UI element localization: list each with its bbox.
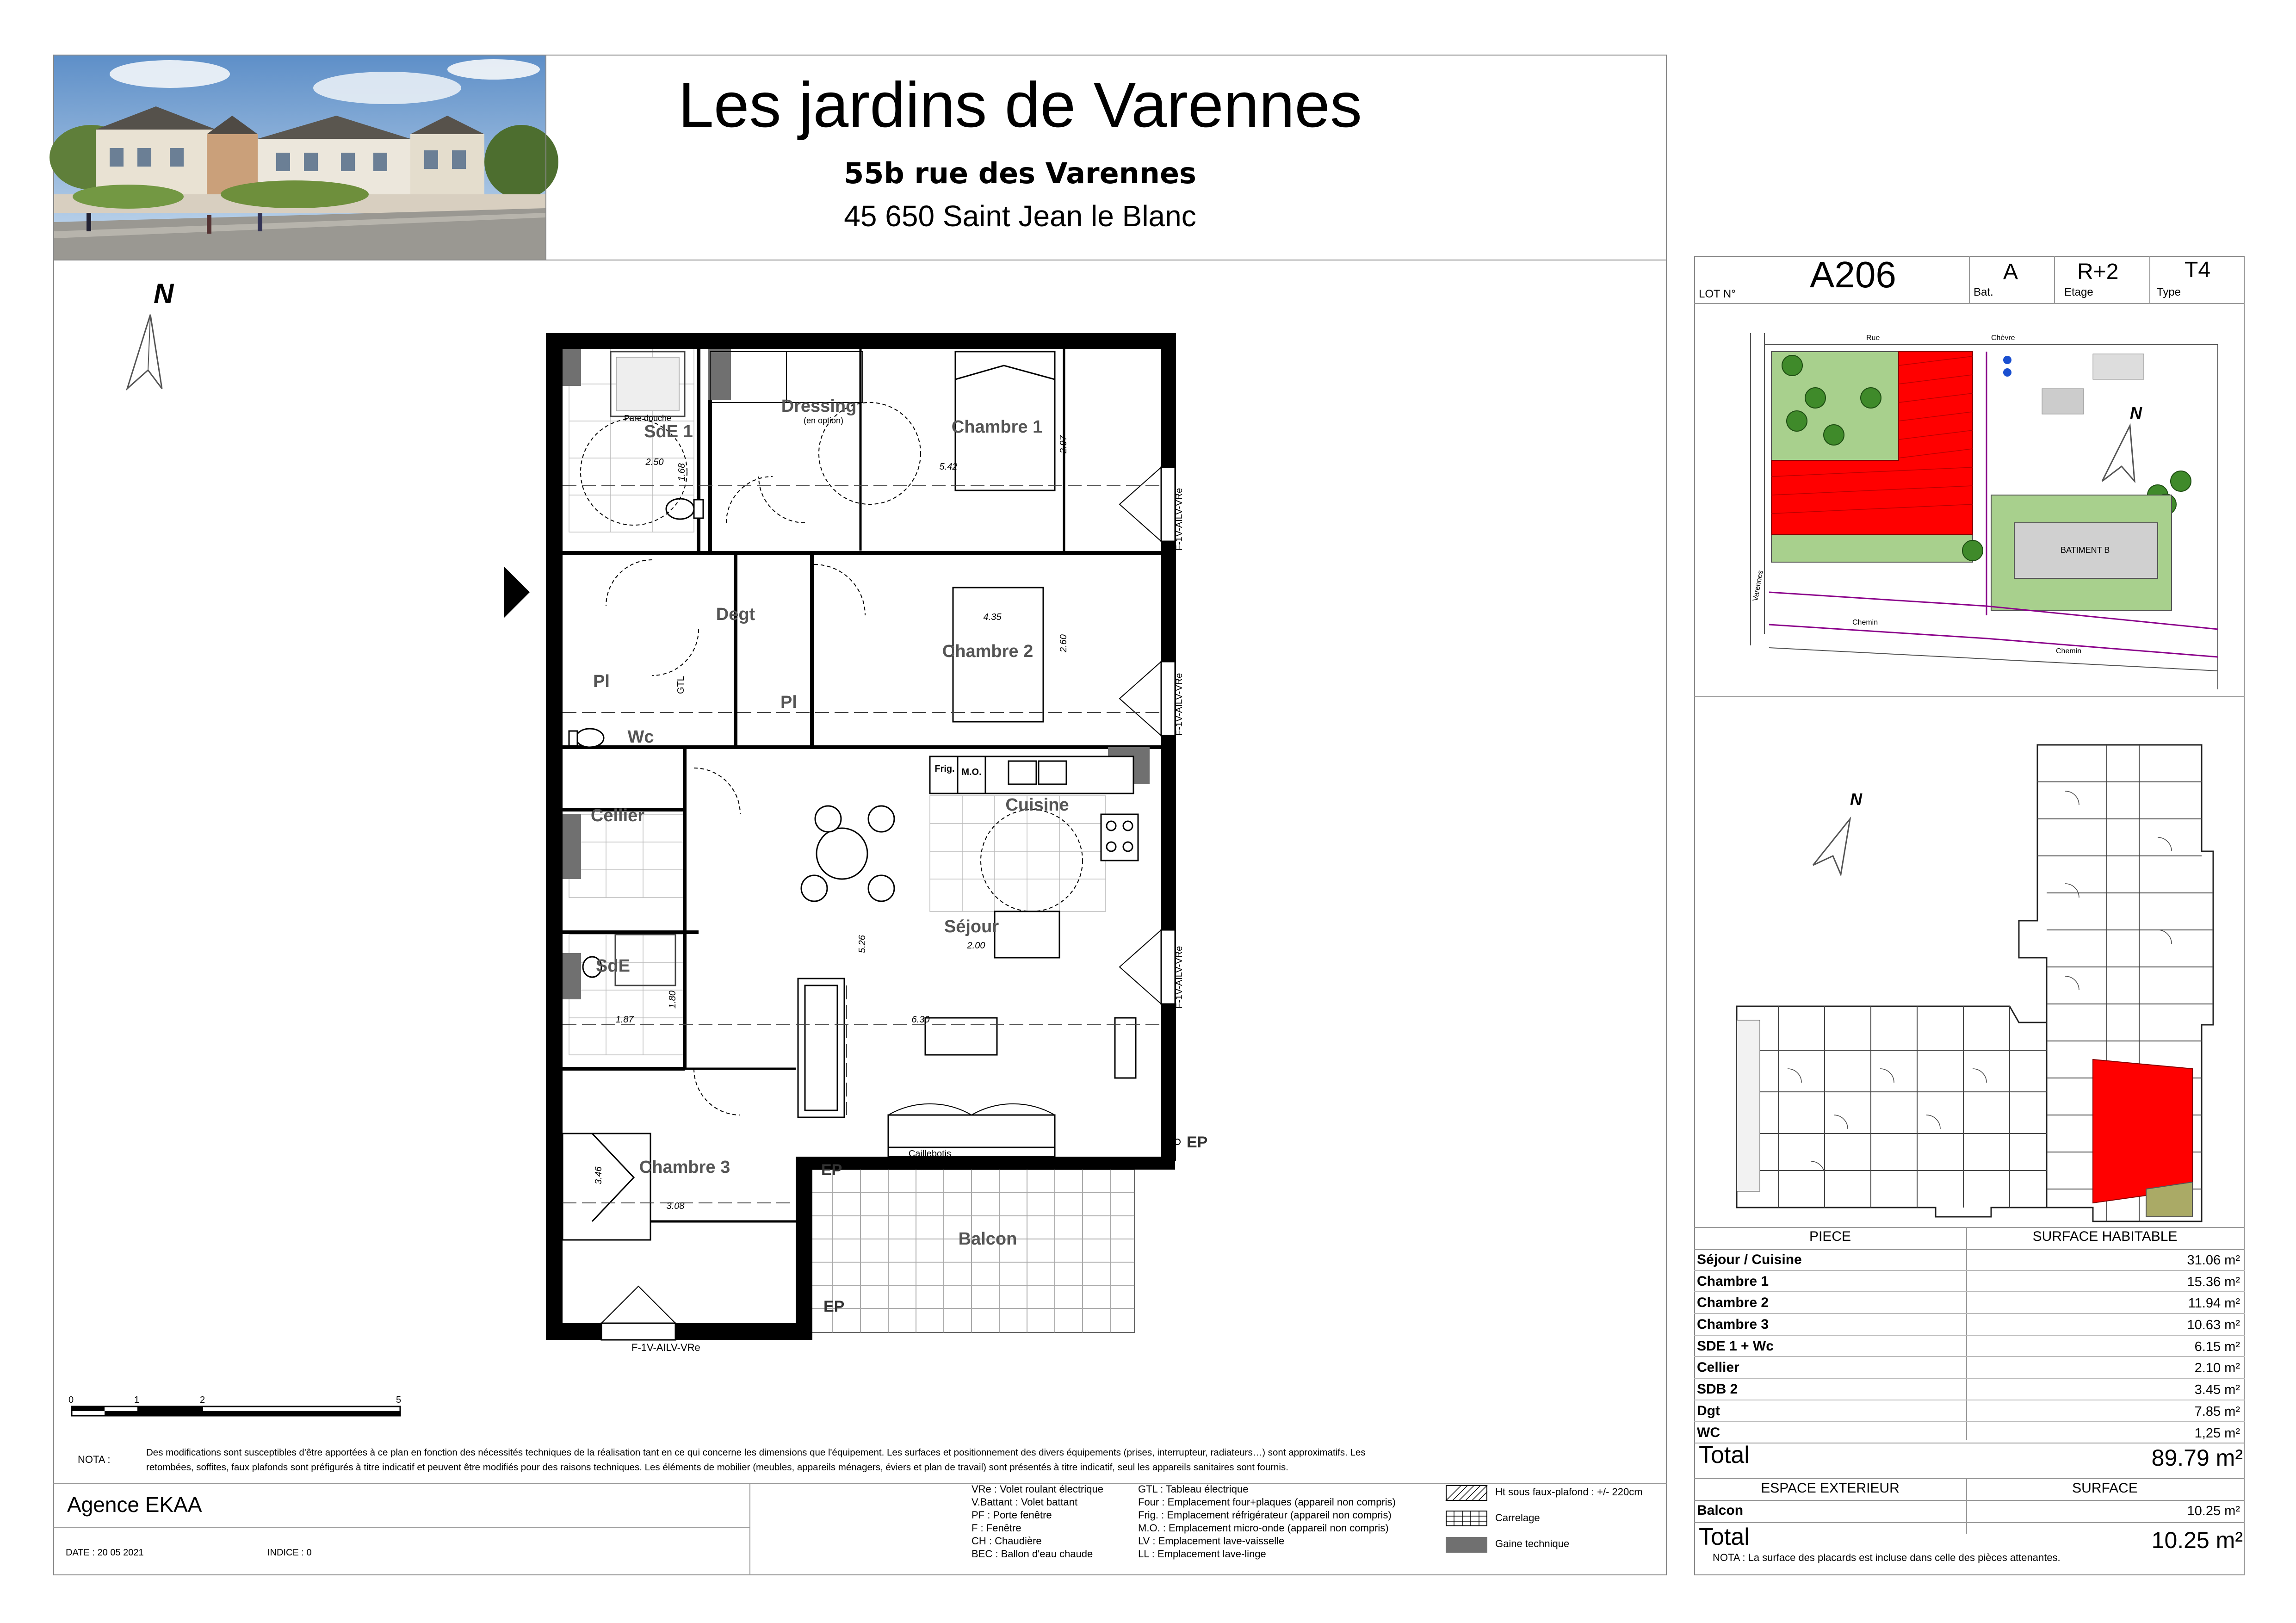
surface-row-value: 11.94 m²: [2188, 1296, 2240, 1311]
surface-total-label: Total: [1699, 1442, 1750, 1468]
legend-column-2: [1138, 1483, 1396, 1561]
surface-row-value: 3.45 m²: [2194, 1382, 2240, 1398]
lot-number-label: LOT N°: [1699, 288, 1736, 300]
window-code-pf: PF-2V-1 Fixe-VRe: [948, 1159, 1031, 1171]
dim-chambre2-width: 4.35: [983, 612, 1002, 622]
page-title: Les jardins de Varennes: [678, 69, 1362, 141]
surface-row-value: 2.10 m²: [2194, 1361, 2240, 1376]
surface-row: [1694, 1400, 2245, 1422]
lot-number: A206: [1810, 254, 1896, 295]
building-north-label: N: [1850, 790, 1862, 809]
indice-label: INDICE : 0: [267, 1548, 312, 1558]
mo-label: M.O.: [961, 767, 982, 777]
lot-etage: R+2: [2077, 260, 2119, 284]
legend-item: V.Battant : Volet battant: [972, 1496, 1078, 1508]
ext-row-value: 10.25 m²: [2187, 1504, 2240, 1518]
surface-table-top: [1694, 1227, 2245, 1228]
apartment-floor-plan: [546, 328, 1208, 1356]
dim-sde1-width: 2.50: [645, 457, 664, 467]
north-arrow-icon: [123, 315, 169, 398]
dim-chambre3-height: 3.46: [594, 1166, 604, 1184]
ext-total-value: 10.25 m²: [2151, 1527, 2243, 1553]
surface-row: [1694, 1314, 2245, 1336]
surface-row-name: SDE 1 + Wc: [1697, 1338, 1774, 1354]
pare-douche-label: Pare douche: [624, 414, 672, 423]
legend-item: PF : Porte fenêtre: [972, 1509, 1052, 1521]
surface-rows: [1694, 1249, 2245, 1443]
dim-sde2-width: 1.87: [615, 1015, 634, 1025]
dim-sejour-island: 2.00: [967, 941, 985, 951]
dressing-option-label: (en option): [803, 416, 844, 425]
surface-row: [1694, 1271, 2245, 1293]
legend-tile-swatch: [1446, 1511, 1487, 1526]
surface-row: [1694, 1357, 2245, 1379]
scale-tick-2: 2: [200, 1395, 205, 1405]
room-label-cuisine: Cuisine: [1005, 795, 1069, 815]
surface-row-name: Chambre 2: [1697, 1295, 1769, 1311]
surface-row-value: 10.63 m²: [2187, 1318, 2240, 1333]
agency-name: Agence EKAA: [67, 1493, 202, 1517]
ext-row-name: Balcon: [1697, 1503, 1744, 1518]
caillebotis-label: Caillebotis: [908, 1149, 952, 1159]
surface-row-name: Chambre 3: [1697, 1317, 1769, 1332]
surface-total-value: 89.79 m²: [2151, 1445, 2243, 1471]
address-line-1: 55b rue des Varennes: [844, 156, 1196, 190]
dim-chambre2-height: 2.60: [1058, 634, 1069, 652]
legend-item: LV : Emplacement lave-vaisselle: [1138, 1535, 1285, 1547]
surface-row: [1694, 1336, 2245, 1357]
ext-surface-header: SURFACE: [2072, 1481, 2138, 1496]
ext-total-label: Total: [1699, 1524, 1750, 1550]
legend-item: GTL : Tableau électrique: [1138, 1483, 1249, 1495]
surface-row-name: SDB 2: [1697, 1381, 1738, 1397]
legend-item: F : Fenêtre: [972, 1522, 1021, 1534]
room-label-pl2: Pl: [780, 693, 797, 712]
surface-row-value: 31.06 m²: [2187, 1253, 2240, 1268]
note-text-1: Des modifications sont susceptibles d'être apportées à ce plan en fonction des nécessités techniques de la réalisation tant en ce qui concerne les dimensions que l'équipement. Les surfaces et positionnement des divers équipements (prises, interrupteur, radiateurs…) sont approximatifs. Les: [146, 1447, 1366, 1458]
legend-item: Frig. : Emplacement réfrigérateur (appareil non compris): [1138, 1509, 1392, 1521]
window-code-chambre1: F-1V-AILV-VRe: [1174, 488, 1184, 551]
legend-gaine-swatch: [1446, 1537, 1487, 1553]
room-label-chambre3: Chambre 3: [639, 1158, 730, 1177]
room-label-sejour: Séjour: [944, 917, 999, 936]
dim-sde1-height: 1.68: [677, 463, 687, 481]
scale-bar: [65, 1388, 407, 1430]
lot-bat-label: Bat.: [1974, 286, 1993, 298]
site-north-arrow-icon: [2102, 426, 2135, 481]
surface-habitable-header: SURFACE HABITABLE: [2032, 1229, 2178, 1244]
building-north-arrow-icon: [1813, 819, 1850, 874]
site-north-label: N: [2130, 403, 2142, 422]
north-label: N: [154, 278, 174, 309]
room-label-wc: Wc: [627, 727, 654, 747]
window-code-chambre3: F-1V-AILV-VRe: [631, 1342, 700, 1353]
legend-hatch-label: Ht sous faux-plafond : +/- 220cm: [1495, 1486, 1643, 1498]
site-plan: [1695, 305, 2244, 694]
frig-label: Frig.: [934, 764, 955, 774]
legend-item: BEC : Ballon d'eau chaude: [972, 1548, 1093, 1560]
lot-div-3: [2149, 256, 2150, 303]
site-chemin-label-2: Chemin: [2056, 647, 2082, 655]
surface-piece-header: PIECE: [1809, 1229, 1851, 1244]
entrance-arrow-icon: [504, 567, 532, 618]
note-label: NOTA :: [78, 1454, 111, 1465]
surface-row: [1694, 1249, 2245, 1271]
surface-row: [1694, 1379, 2245, 1400]
site-plan-bottom: [1694, 696, 2245, 697]
ext-row-bottom: [1694, 1522, 2245, 1523]
dim-chambre1-height: 2.97: [1058, 435, 1069, 453]
lot-etage-label: Etage: [2064, 286, 2093, 298]
surface-footnote: NOTA : La surface des placards est incluse dans celle des pièces attenantes.: [1713, 1552, 2061, 1563]
surface-row-name: Cellier: [1697, 1360, 1739, 1375]
room-label-balcon: Balcon: [958, 1229, 1017, 1249]
surface-total-bottom: [1694, 1478, 2245, 1479]
address-line-2: 45 650 Saint Jean le Blanc: [844, 199, 1196, 233]
window-code-sejour: F-1V-AILV-VRe: [1174, 946, 1184, 1009]
surface-row-name: Chambre 1: [1697, 1273, 1769, 1289]
legend-column-1: [972, 1483, 1103, 1561]
ep-label-1: EP: [1187, 1134, 1208, 1151]
dim-sejour-width: 6.30: [911, 1015, 930, 1025]
surface-row-value: 7.85 m²: [2194, 1404, 2240, 1419]
footer-top-line: [53, 1483, 1667, 1484]
legend-item: CH : Chaudière: [972, 1535, 1042, 1547]
room-label-dressing: Dressing: [781, 396, 857, 416]
lot-type: T4: [2185, 258, 2211, 282]
room-label-sde2: SdE: [596, 956, 630, 976]
surface-row-value: 1,25 m²: [2194, 1425, 2240, 1441]
ep-label-3: EP: [823, 1298, 845, 1315]
surface-row-value: 6.15 m²: [2194, 1339, 2240, 1354]
dim-chambre1-width: 5.42: [939, 462, 958, 472]
site-varennes-label: Varennes: [1751, 570, 1765, 602]
legend-item: Four : Emplacement four+plaques (appareil non compris): [1138, 1496, 1396, 1508]
room-label-cellier: Cellier: [590, 806, 645, 825]
building-floor-plan: [1695, 699, 2244, 1226]
building-rendering-image: [54, 56, 545, 260]
note-text-2: retombées, soffites, faux plafonds sont préfigurés à titre indicatif et peuvent être modifiés pour des raisons techniques. Les éléments de mobilier (meubles, appareils ménagers, éviers et plan de travail) sont présentés à titre indicatif, seul les appareils sanitaires sont fournis.: [146, 1462, 1288, 1473]
legend-item: LL : Emplacement lave-linge: [1138, 1548, 1266, 1560]
site-rue-label: Rue: [1866, 334, 1880, 342]
dim-sde2-height: 1.80: [668, 991, 678, 1009]
surface-row-name: Séjour / Cuisine: [1697, 1252, 1802, 1267]
site-chemin-label-1: Chemin: [1852, 619, 1878, 626]
lot-header-bottom: [1694, 303, 2245, 304]
building-lot-a206-highlight: [2093, 1059, 2192, 1203]
room-label-chambre1: Chambre 1: [951, 417, 1043, 437]
room-label-degt: Degt: [716, 605, 755, 624]
dim-sejour-height: 5.26: [857, 935, 867, 953]
scale-tick-5: 5: [396, 1395, 402, 1405]
scale-tick-0: 0: [68, 1395, 74, 1405]
room-label-pl1: Pl: [593, 672, 610, 691]
legend-hatch-swatch: [1446, 1485, 1487, 1501]
site-batiment-b-label: BATIMENT B: [2061, 545, 2110, 555]
legend-gaine-label: Gaine technique: [1495, 1538, 1570, 1549]
lot-div-2: [2054, 256, 2055, 303]
lot-type-label: Type: [2157, 286, 2181, 298]
legend-tile-label: Carrelage: [1495, 1512, 1540, 1524]
scale-tick-1: 1: [134, 1395, 140, 1405]
window-code-chambre2: F-1V-AILV-VRe: [1174, 673, 1184, 736]
surface-row-name: Dgt: [1697, 1403, 1720, 1419]
room-label-chambre2: Chambre 2: [942, 642, 1034, 661]
surface-row-name: WC: [1697, 1425, 1720, 1440]
ext-header: ESPACE EXTERIEUR: [1761, 1481, 1900, 1496]
balcon-area: [811, 1170, 1134, 1332]
agency-underline: [53, 1527, 749, 1528]
surface-row: [1694, 1422, 2245, 1444]
date-label: DATE : 20 05 2021: [66, 1548, 144, 1558]
lot-bat: A: [2003, 260, 2018, 284]
footer-divider: [749, 1483, 750, 1575]
surface-row-value: 15.36 m²: [2187, 1274, 2240, 1289]
ext-row: [1694, 1500, 2245, 1522]
legend-item: M.O. : Emplacement micro-onde (appareil non compris): [1138, 1522, 1389, 1534]
site-chevre-label: Chèvre: [1991, 334, 2015, 342]
room-label-sde1: SdE 1: [644, 422, 693, 441]
surface-row: [1694, 1292, 2245, 1314]
ep-label-2: EP: [821, 1161, 842, 1179]
dim-chambre3-width: 3.08: [666, 1201, 685, 1211]
lot-div-1: [1969, 256, 1970, 303]
legend-item: VRe : Volet roulant électrique: [972, 1483, 1103, 1495]
gtl-label: GTL: [676, 676, 686, 694]
